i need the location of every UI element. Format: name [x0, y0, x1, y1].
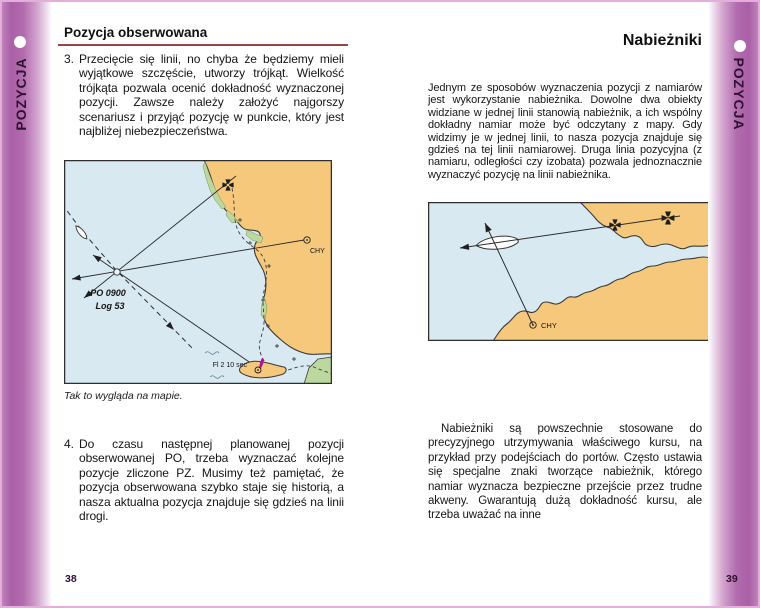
- fix-point: [114, 269, 120, 275]
- chimney-label: CHY: [310, 248, 325, 255]
- paragraph: Nabieżniki są powszechnie stosowane do precyzyjnego utrzymywania właściwego kursu, na przykład przy podejściach do portów. Często ustawia się specjalne znaki tworzące nabieżnik, którego namiar wyznacza bezpieczne przejście przez trudne akweny. Gwarantują dużą dokładność kursu, ale trzeba uważać na inne: [428, 423, 702, 522]
- list-item-3: [64, 52, 344, 138]
- heading-rule: [58, 44, 348, 46]
- list-item-number: 4.: [64, 437, 74, 451]
- right-edge-tab: [708, 0, 760, 608]
- left-tab-label: POZYCJA: [13, 57, 29, 131]
- light-label: Fl 2 10 sec: [212, 362, 247, 369]
- map-figure-observed-position: [64, 160, 332, 384]
- left-page-number: 38: [65, 573, 77, 585]
- right-page-heading: Nabieżniki: [622, 32, 702, 49]
- paragraph: Jednym ze sposobów wyznaczenia pozycji z namiarów jest wykorzystanie nabieżnika. Dowolne dwa obiekty widziane w jednej linii stanowią nabieżnik, a ich wspólny dokładny namiar może być odczytany z mapy. Gdy widzimy je w jednej linii, to nasza pozycja znajduje się gdzieś na tej linii namiarowej. Druga linia pozycyjna (z namiaru, odległości czy izobata) pozwala jednoznacznie wyznaczyć pozycję na linii nabieżnika.: [428, 82, 702, 181]
- chimney-label: CHY: [541, 321, 557, 330]
- fix-label-po: PO 0900: [90, 288, 126, 298]
- fix-label-log: Log 53: [95, 301, 125, 311]
- list-item-4: [64, 437, 344, 523]
- list-item-number: 3.: [64, 52, 74, 66]
- list-item-text: Przecięcie się linii, no chyba że będziemy mieli wyjątkowe szczęście, utworzy trójkąt. Wielkość trójkąta pozwala ocenić dokładność wyznaczonej pozycji. Zawsze należy założyć najgorszy scenariusz i przyjąć pozycję w punkcie, który jest najbliżej niebezpieczeństwa.: [79, 52, 344, 139]
- figure-caption: Tak to wygląda na mapie.: [64, 390, 183, 402]
- right-tab-label: POZYCJA: [731, 57, 747, 131]
- left-page-heading: Pozycja obserwowana: [64, 25, 208, 40]
- right-page-number: 39: [726, 573, 738, 585]
- list-item-text: Do czasu następnej planowanej pozycji obserwowanej PO, trzeba wyznaczać kolejne pozycje zliczone PZ. Musimy też pamiętać, że pozycja obserwowana szybko staje się historią, a nasza aktualna pozycja znajduje się gdzieś na linii drogi.: [79, 437, 344, 524]
- map-figure-transit: [428, 202, 710, 341]
- left-edge-tab: [0, 0, 52, 608]
